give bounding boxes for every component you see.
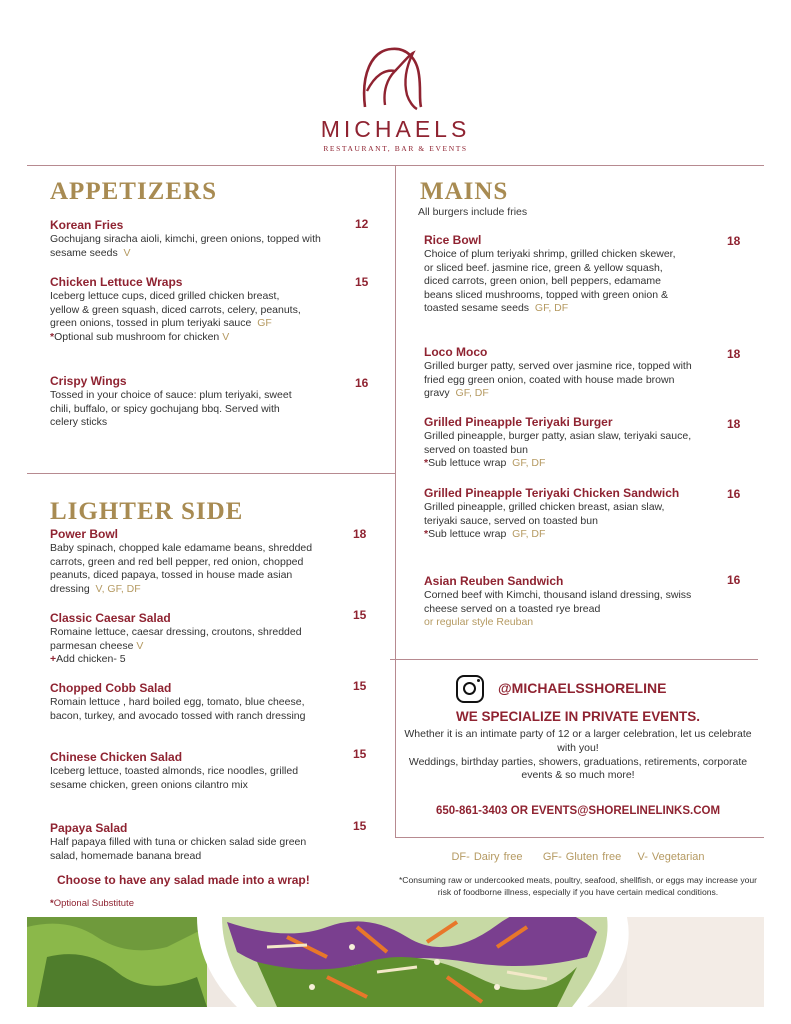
diet-tag: GF, DF (455, 387, 489, 400)
diet-tag: GF, DF (534, 302, 569, 315)
diet-tag: GF (257, 317, 272, 330)
lighter-side-title: LIGHTER SIDE (50, 498, 244, 525)
item-desc: Romain lettuce , hard boiled egg, tomato, blue cheese, bacon, turkey, and avocado tossed with ranch dressing (50, 696, 306, 722)
item-name: Asian Reuben Sandwich (424, 574, 564, 588)
item-name: Chopped Cobb Salad (50, 681, 172, 695)
item-note: *Sub lettuce wrap GF, DF (424, 528, 546, 541)
diet-legend (392, 851, 764, 863)
item-desc: Romaine lettuce, caesar dressing, croutons, shredded parmesan cheese V (50, 626, 302, 652)
events-divider (395, 837, 764, 838)
legend-v: V- Vegetarian (637, 851, 705, 863)
item-price: 18 (727, 417, 741, 431)
events-line2: Weddings, birthday parties, showers, graduations, retirements, corporate events & so much more! (408, 755, 748, 782)
menu-item-crispy-wings (50, 374, 310, 430)
michaels-logo-icon (361, 45, 425, 111)
item-name: Korean Fries (50, 218, 124, 232)
item-desc: Gochujang siracha aioli, kimchi, green onions, topped with sesame seeds V (50, 233, 321, 259)
item-price: 18 (353, 527, 367, 541)
legend-df: DF- Dairy free (451, 851, 523, 863)
item-price: 15 (353, 747, 367, 761)
item-desc: Half papaya filled with tuna or chicken salad side green salad, homemade banana bread (50, 836, 307, 862)
events-body (400, 728, 756, 783)
item-price: 15 (353, 819, 367, 833)
item-desc: Grilled pineapple, burger patty, asian slaw, teriyaki sauce, served on toasted bun (424, 430, 692, 456)
legend-gf: GF- Gluten free (542, 851, 622, 863)
item-price: 15 (353, 679, 367, 693)
item-price: 16 (727, 573, 741, 587)
item-name: Classic Caesar Salad (50, 611, 171, 625)
column-divider (395, 165, 396, 837)
diet-tag: V (123, 246, 131, 259)
mains-title: MAINS (420, 178, 509, 205)
item-price: 12 (355, 217, 369, 231)
menu-item-chopped-cobb-salad (50, 681, 325, 723)
item-name: Loco Moco (424, 345, 488, 359)
item-note: +Add chicken- 5 (50, 653, 126, 666)
mains-subtitle: All burgers include fries (418, 206, 528, 218)
optional-substitute-note: *Optional Substitute (50, 898, 134, 909)
events-title: WE SPECIALIZE IN PRIVATE EVENTS. (455, 709, 701, 724)
menu-item-chinese-chicken-salad (50, 750, 312, 792)
item-name: Chinese Chicken Salad (50, 750, 183, 764)
item-desc: Corned beef with Kimchi, thousand island dressing, swiss cheese served on a toasted rye bread (424, 589, 692, 615)
events-contact[interactable]: 650-861-3403 OR EVENTS@SHORELINELINKS.COM (435, 805, 721, 817)
item-name: Chicken Lettuce Wraps (50, 275, 183, 289)
diet-tag: V, GF, DF (95, 582, 141, 595)
menu-item-rice-bowl (424, 233, 686, 316)
events-line1: Whether it is an intimate party of 12 or a larger celebration, let us celebrate with you! (404, 728, 752, 754)
menu-item-asian-reuben-sandwich (424, 574, 694, 630)
instagram-dot (477, 679, 480, 682)
item-desc: Iceberg lettuce, toasted almonds, rice noodles, grilled sesame chicken, green onions cilantro mix (50, 765, 299, 791)
menu-item-chicken-lettuce-wraps (50, 275, 310, 344)
menu-item-grilled-pineapple-teriyaki-burger (424, 415, 694, 471)
diet-tag: V (136, 639, 144, 652)
brand-name: MICHAELS (320, 116, 471, 142)
item-name: Rice Bowl (424, 233, 482, 247)
item-extra: or regular style Reuban (424, 616, 534, 629)
item-price: 18 (727, 347, 741, 361)
item-price: 15 (355, 275, 369, 289)
item-note: *Sub lettuce wrap GF, DF (424, 457, 546, 470)
item-name: Power Bowl (50, 527, 119, 541)
item-price: 15 (353, 608, 367, 622)
item-desc: Grilled pineapple, grilled chicken breast, asian slaw, teriyaki sauce, served on toasted bun (424, 501, 665, 527)
appetizers-divider (27, 473, 395, 474)
item-name: Crispy Wings (50, 374, 127, 388)
item-name: Grilled Pineapple Teriyaki Chicken Sandwich (424, 486, 680, 500)
brand-tagline: RESTAURANT, BAR & EVENTS (323, 144, 468, 153)
menu-item-papaya-salad (50, 821, 320, 863)
instagram-icon[interactable] (456, 675, 484, 703)
menu-item-loco-moco (424, 345, 694, 401)
item-desc: Tossed in your choice of sauce: plum teriyaki, sweet chili, buffalo, or spicy gochujang bbq. Served with celery sticks (50, 389, 292, 429)
item-name: Papaya Salad (50, 821, 128, 835)
item-note: *Optional sub mushroom for chicken V (50, 330, 230, 343)
menu-item-grilled-pineapple-teriyaki-chicken-sandwich (424, 486, 686, 542)
item-name: Grilled Pineapple Teriyaki Burger (424, 415, 613, 429)
appetizers-title: APPETIZERS (50, 178, 217, 205)
item-price: 18 (727, 234, 741, 248)
item-price: 16 (355, 376, 369, 390)
menu-item-korean-fries (50, 218, 325, 260)
item-desc: Baby spinach, chopped kale edamame beans, shredded carrots, green and red bell pepper, red onion, chopped peanuts, diced papaya, tossed in house made asian dressing V, GF, DF (50, 542, 313, 595)
instagram-handle[interactable]: @MICHAELSSHORELINE (498, 680, 667, 696)
item-desc: Grilled burger patty, served over jasmine rice, topped with fried egg green onion, coated with house made brown gravy GF, DF (424, 360, 692, 400)
wrap-note: Choose to have any salad made into a wrap! (57, 873, 310, 887)
food-safety-disclaimer: *Consuming raw or undercooked meats, poultry, seafood, shellfish, or eggs may increase your risk of foodborne illness, especially if you have certain medical conditions. (398, 875, 758, 897)
menu-item-classic-caesar-salad (50, 611, 310, 667)
item-desc: Choice of plum teriyaki shrimp, grilled chicken skewer, or sliced beef. jasmine rice, green & yellow squash, diced carrots, green onion, bell peppers, edamame beans sliced mushrooms, topped with green onion & toasted sesame seeds GF, DF (424, 248, 676, 315)
salad-photo (27, 917, 764, 1007)
item-price: 16 (727, 487, 741, 501)
mains-divider (390, 659, 758, 660)
item-desc: Iceberg lettuce cups, diced grilled chicken breast, yellow & green squash, diced carrots, celery, peanuts, green onions, tossed in plum teriyaki sauce GF (50, 290, 301, 330)
menu-item-power-bowl (50, 527, 320, 596)
instagram-lens (463, 682, 476, 695)
